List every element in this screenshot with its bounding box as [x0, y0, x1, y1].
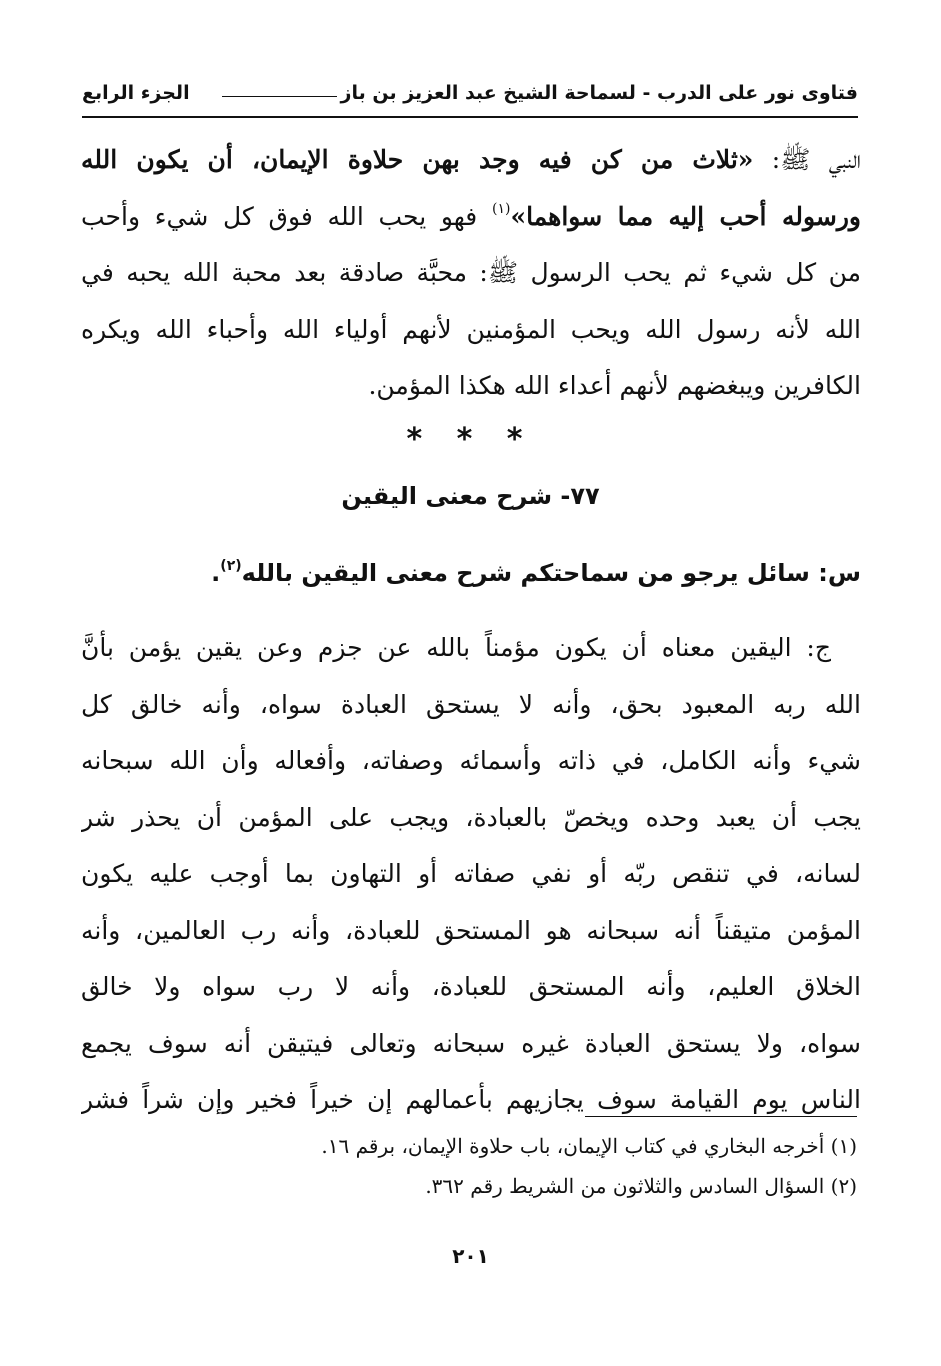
page-number: ٢٠١ — [452, 1244, 489, 1268]
intro-line-1-text: النبي ﷺ: — [753, 145, 861, 174]
running-head — [82, 76, 858, 110]
footnote-ref-2: (٢) — [220, 558, 242, 574]
question — [81, 548, 861, 598]
footnote-rule — [585, 1116, 857, 1117]
answer-line: الخلاق العليم، وأنه المستحق للعبادة، وأنه لا رب سواه ولا خالق — [81, 972, 861, 1001]
running-head-title — [218, 82, 858, 104]
intro-line-3: من كل شيء ثم يحب الرسول ﷺ: محبَّة صادقة بعد محبة الله يحبه في — [81, 258, 861, 287]
footnote-2: (٢) السؤال السادس والثلاثون من الشريط رقم ٣٦٢. — [425, 1174, 857, 1198]
book-title: فتاوى نور على الدرب - لسماحة الشيخ عبد العزيز بن باز — [340, 82, 858, 104]
answer-line: المؤمن متيقناً أنه سبحانه هو المستحق للعبادة، وأنه رب العالمين، وأنه — [81, 915, 861, 945]
answer-paragraph — [81, 620, 861, 1129]
question-end: . — [211, 559, 221, 587]
answer-line: الناس يوم القيامة سوف يجازيهم بأعمالهم إن خيراً فخير وإن شراً فشر — [81, 1085, 861, 1114]
section-separator: * * * — [406, 422, 535, 457]
question-text: سائل يرجو من سماحتكم شرح معنى اليقين بالله — [241, 559, 810, 587]
answer-line: يجب أن يعبد وحده ويخصّ بالعبادة، ويجب على المؤمن أن يحذر شر — [81, 802, 861, 832]
footnote-1: (١) أخرجه البخاري في كتاب الإيمان، باب حلاوة الإيمان، برقم ١٦. — [321, 1134, 857, 1158]
hadith-quote-part-2: ورسوله أحب إليه مما سواهما» — [510, 201, 861, 231]
header-rule — [82, 116, 858, 118]
footnote-ref-1: (١) — [491, 201, 511, 218]
intro-paragraph — [81, 132, 861, 415]
running-head-dash — [222, 96, 337, 97]
intro-line-4: الله لأنه رسول الله ويحب المؤمنين لأنهم أولياء الله وأحباء الله ويكره — [81, 314, 861, 344]
intro-line-5: الكافرين ويبغضهم لأنهم أعداء الله هكذا المؤمن. — [368, 371, 861, 400]
footnotes — [77, 1126, 857, 1206]
hadith-quote-part-1: «ثلاث من كن فيه وجد بهن حلاوة الإيمان، أن يكون الله — [81, 145, 754, 174]
question-prefix: س: — [809, 559, 861, 587]
answer-line: الله ربه المعبود بحق، وأنه لا يستحق العبادة سواه، وأنه خالق كل — [81, 689, 861, 719]
volume-label: الجزء الرابع — [82, 82, 190, 104]
intro-line-1 — [81, 132, 861, 189]
intro-line-2 — [81, 189, 861, 246]
intro-line-2-text: فهو يحب الله فوق كل شيء وأحب — [81, 201, 492, 231]
answer-line: ج: اليقين معناه أن يكون مؤمناً بالله عن جزم وعن يقين يؤمن بأنَّ — [81, 633, 831, 662]
answer-line: لسانه، في تنقص ربّه أو نفي صفاته أو التهاون بما أوجب عليه يكون — [81, 859, 861, 888]
section-heading: ٧٧- شرح معنى اليقين — [341, 482, 600, 510]
answer-line: شيء وأنه الكامل، في ذاته وأسمائه وصفاته، وأفعاله وأن الله سبحانه — [81, 746, 861, 775]
answer-line: سواه، ولا يستحق العبادة غيره سبحانه وتعالى فيتيقن أنه سوف يجمع — [81, 1028, 861, 1058]
